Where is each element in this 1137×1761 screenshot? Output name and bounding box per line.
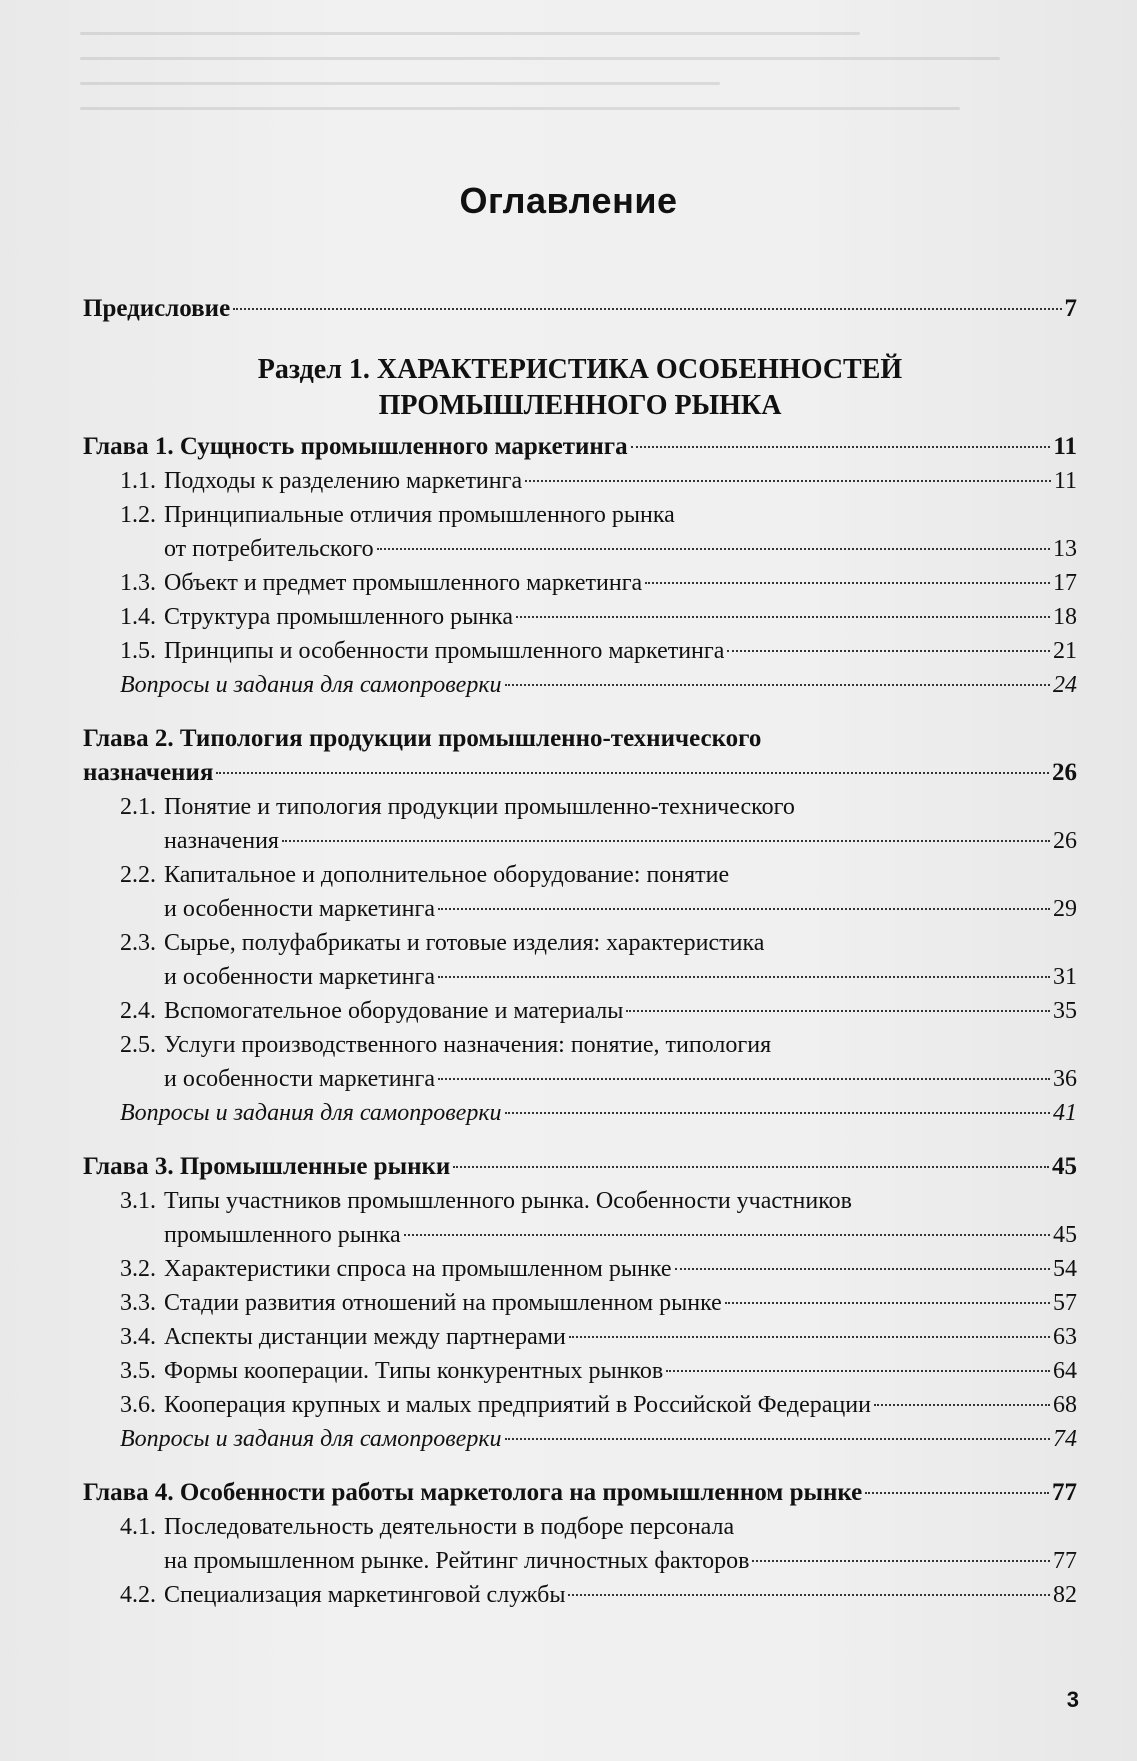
toc-entry-subsection[interactable] xyxy=(83,1252,1077,1286)
page-number: 64 xyxy=(1053,1358,1077,1384)
entry-number: 3.5. xyxy=(120,1358,156,1384)
entry-label-cont: на промышленном рынке. Рейтинг личностных факторов xyxy=(164,1548,750,1574)
page-number: 13 xyxy=(1053,536,1077,562)
toc-entry-subsection[interactable] xyxy=(83,1286,1077,1320)
entry-label: Сырье, полуфабрикаты и готовые изделия: характеристика xyxy=(164,930,765,956)
dot-leader xyxy=(377,548,1050,550)
dot-leader xyxy=(645,582,1050,584)
entry-number: 3.6. xyxy=(120,1392,156,1418)
dot-leader xyxy=(752,1560,1050,1562)
page-number: 26 xyxy=(1053,828,1077,854)
dot-leader xyxy=(505,1438,1050,1440)
entry-label: Вопросы и задания для самопроверки xyxy=(120,1426,502,1452)
dot-leader xyxy=(626,1010,1050,1012)
toc-entry-chapter[interactable] xyxy=(83,430,1077,464)
entry-label: Глава 2. Типология продукции промышленно-технического xyxy=(83,725,762,752)
dot-leader xyxy=(675,1268,1050,1270)
entry-label-cont: назначения xyxy=(164,828,279,854)
entry-number: 2.5. xyxy=(120,1032,156,1058)
entry-number: 1.5. xyxy=(120,638,156,664)
page-number: 45 xyxy=(1053,1222,1077,1248)
entry-label: Кооперация крупных и малых предприятий в Российской Федерации xyxy=(164,1392,871,1418)
entry-label: Понятие и типология продукции промышленно-технического xyxy=(164,794,795,820)
entry-label: Вопросы и задания для самопроверки xyxy=(120,672,502,698)
toc-entry-subsection[interactable] xyxy=(83,858,1077,926)
dot-leader xyxy=(282,840,1050,842)
dot-leader xyxy=(453,1166,1049,1168)
entry-label: Стадии развития отношений на промышленном рынке xyxy=(164,1290,722,1316)
entry-label: Принципиальные отличия промышленного рынка xyxy=(164,502,675,528)
dot-leader xyxy=(727,650,1050,652)
toc-content xyxy=(83,292,1077,1612)
toc-entry-subsection[interactable] xyxy=(83,1184,1077,1252)
toc-entry-subsection[interactable] xyxy=(83,790,1077,858)
toc-entry-subsection[interactable] xyxy=(83,566,1077,600)
entry-number: 4.2. xyxy=(120,1582,156,1608)
entry-label: Аспекты дистанции между партнерами xyxy=(164,1324,566,1350)
section-heading-line: Раздел 1. ХАРАКТЕРИСТИКА ОСОБЕННОСТЕЙ xyxy=(257,354,903,385)
entry-number: 1.2. xyxy=(120,502,156,528)
entry-label: Специализация маркетинговой службы xyxy=(164,1582,566,1608)
dot-leader xyxy=(725,1302,1050,1304)
page-number: 26 xyxy=(1052,759,1077,786)
entry-number: 3.1. xyxy=(120,1188,156,1214)
entry-number: 3.4. xyxy=(120,1324,156,1350)
entry-label: Подходы к разделению маркетинга xyxy=(164,468,523,494)
entry-label: Типы участников промышленного рынка. Особенности участников xyxy=(164,1188,852,1214)
entry-label: Глава 3. Промышленные рынки xyxy=(83,1153,451,1180)
toc-entry-subsection[interactable] xyxy=(83,634,1077,668)
toc-entry-chapter[interactable] xyxy=(83,722,1077,790)
page-number: 17 xyxy=(1053,570,1077,596)
entry-number: 2.4. xyxy=(120,998,156,1024)
toc-entry-self-check[interactable] xyxy=(83,668,1077,702)
entry-label: Вопросы и задания для самопроверки xyxy=(120,1100,502,1126)
toc-entry-preface[interactable] xyxy=(83,292,1077,326)
dot-leader xyxy=(438,908,1050,910)
entry-label: Глава 1. Сущность промышленного маркетинга xyxy=(83,433,628,460)
entry-number: 2.3. xyxy=(120,930,156,956)
entry-number: 2.2. xyxy=(120,862,156,888)
toc-entry-subsection[interactable] xyxy=(83,600,1077,634)
toc-entry-subsection[interactable] xyxy=(83,1320,1077,1354)
page-number: 82 xyxy=(1053,1582,1077,1608)
toc-entry-subsection[interactable] xyxy=(83,1510,1077,1578)
page-number: 57 xyxy=(1053,1290,1077,1316)
dot-leader xyxy=(874,1404,1050,1406)
entry-label: Предисловие xyxy=(83,295,231,322)
toc-entry-self-check[interactable] xyxy=(83,1422,1077,1456)
dot-leader xyxy=(233,308,1061,310)
entry-number: 1.1. xyxy=(120,468,156,494)
entry-label: Характеристики спроса на промышленном рынке xyxy=(164,1256,672,1282)
section-heading xyxy=(83,352,1077,424)
toc-entry-subsection[interactable] xyxy=(83,498,1077,566)
page-number: 11 xyxy=(1053,433,1077,460)
page-number: 45 xyxy=(1052,1153,1077,1180)
dot-leader xyxy=(438,976,1050,978)
entry-number: 1.4. xyxy=(120,604,156,630)
dot-leader xyxy=(516,616,1050,618)
dot-leader xyxy=(865,1492,1049,1494)
entry-label: Формы кооперации. Типы конкурентных рынков xyxy=(164,1358,664,1384)
dot-leader xyxy=(631,446,1051,448)
toc-entry-chapter[interactable] xyxy=(83,1476,1077,1510)
page-number: 24 xyxy=(1053,672,1077,698)
page-number: 54 xyxy=(1053,1256,1077,1282)
entry-label-cont: и особенности маркетинга xyxy=(164,964,435,990)
bleed-through-text xyxy=(80,10,1080,190)
dot-leader xyxy=(666,1370,1050,1372)
page-number: 63 xyxy=(1053,1324,1077,1350)
entry-label: Капитальное и дополнительное оборудование: понятие xyxy=(164,862,730,888)
dot-leader xyxy=(216,772,1049,774)
page-number-footer: 3 xyxy=(1066,1687,1079,1712)
dot-leader xyxy=(568,1594,1050,1596)
toc-entry-subsection[interactable] xyxy=(83,926,1077,994)
toc-entry-subsection[interactable] xyxy=(83,464,1077,498)
toc-entry-subsection[interactable] xyxy=(83,994,1077,1028)
entry-label-cont: от потребительского xyxy=(164,536,374,562)
toc-entry-subsection[interactable] xyxy=(83,1388,1077,1422)
entry-number: 4.1. xyxy=(120,1514,156,1540)
page-number: 77 xyxy=(1052,1479,1077,1506)
entry-label: Принципы и особенности промышленного маркетинга xyxy=(164,638,725,664)
page-number: 29 xyxy=(1053,896,1077,922)
entry-label-cont: промышленного рынка xyxy=(164,1222,401,1248)
entry-number: 2.1. xyxy=(120,794,156,820)
dot-leader xyxy=(505,1112,1050,1114)
entry-label: Услуги производственного назначения: понятие, типология xyxy=(164,1032,772,1058)
page-number: 21 xyxy=(1053,638,1077,664)
toc-entry-self-check[interactable] xyxy=(83,1096,1077,1130)
toc-entry-subsection[interactable] xyxy=(83,1028,1077,1096)
entry-label: Вспомогательное оборудование и материалы xyxy=(164,998,624,1024)
page-number: 36 xyxy=(1053,1066,1077,1092)
dot-leader xyxy=(505,684,1050,686)
entry-label-cont: назначения xyxy=(83,759,214,786)
page-number: 18 xyxy=(1053,604,1077,630)
entry-number: 1.3. xyxy=(120,570,156,596)
entry-label: Глава 4. Особенности работы маркетолога на промышленном рынке xyxy=(83,1479,863,1506)
entry-number: 3.2. xyxy=(120,1256,156,1282)
dot-leader xyxy=(438,1078,1050,1080)
entry-label-cont: и особенности маркетинга xyxy=(164,896,435,922)
dot-leader xyxy=(525,480,1051,482)
entry-label-cont: и особенности маркетинга xyxy=(164,1066,435,1092)
entry-label: Структура промышленного рынка xyxy=(164,604,513,630)
dot-leader xyxy=(569,1336,1050,1338)
toc-entry-chapter[interactable] xyxy=(83,1150,1077,1184)
page-number: 68 xyxy=(1053,1392,1077,1418)
toc-title: Оглавление xyxy=(459,180,678,221)
page-number: 77 xyxy=(1053,1548,1077,1574)
page-number: 41 xyxy=(1053,1100,1077,1126)
entry-label: Объект и предмет промышленного маркетинга xyxy=(164,570,643,596)
entry-label: Последовательность деятельности в подборе персонала xyxy=(164,1514,735,1540)
toc-entry-subsection[interactable] xyxy=(83,1578,1077,1612)
dot-leader xyxy=(404,1234,1050,1236)
page-number: 31 xyxy=(1053,964,1077,990)
section-heading-line: ПРОМЫШЛЕННОГО РЫНКА xyxy=(378,390,782,421)
toc-entry-subsection[interactable] xyxy=(83,1354,1077,1388)
page-number: 7 xyxy=(1064,295,1077,322)
page-number: 11 xyxy=(1053,468,1077,494)
page-number: 35 xyxy=(1053,998,1077,1024)
entry-number: 3.3. xyxy=(120,1290,156,1316)
page-number: 74 xyxy=(1053,1426,1077,1452)
